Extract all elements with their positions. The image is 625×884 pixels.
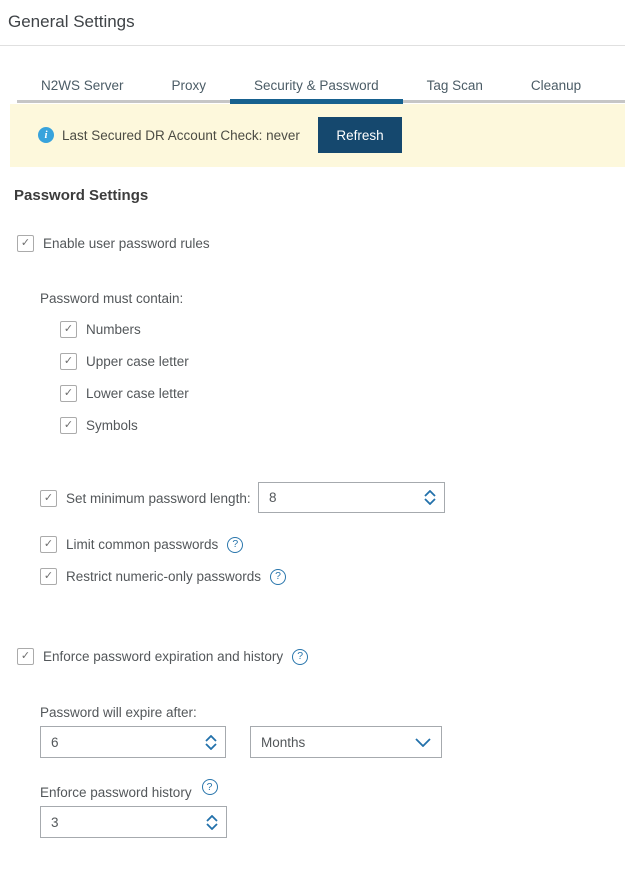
lower-case-checkbox[interactable]: ✓ [60,385,77,402]
tab-security-password[interactable]: Security & Password [230,70,403,100]
limit-common-label: Limit common passwords [66,537,219,552]
chevron-down-icon [415,738,431,747]
expiration-checkbox[interactable]: ✓ [17,648,34,665]
tab-cleanup[interactable]: Cleanup [530,77,582,93]
chevron-up-icon [424,490,436,497]
tab-proxy[interactable]: Proxy [171,77,207,93]
history-input[interactable] [41,807,206,837]
upper-case-checkbox[interactable]: ✓ [60,353,77,370]
min-length-input[interactable] [259,483,424,512]
symbols-label: Symbols [86,418,138,433]
symbols-checkbox[interactable]: ✓ [60,417,77,434]
must-contain-lower-row [60,385,189,402]
restrict-numeric-help-icon[interactable]: ? [270,569,286,585]
expire-after-label: Password will expire after: [40,705,197,720]
history-label: Enforce password history [40,785,192,800]
banner-message: Last Secured DR Account Check: never [62,128,300,143]
chevron-up-icon [206,815,218,822]
min-length-stepper[interactable] [424,490,444,505]
page-title: General Settings [8,12,135,31]
history-label-row [40,780,218,800]
min-length-checkbox[interactable]: ✓ [40,490,57,507]
numbers-label: Numbers [86,322,141,337]
expire-after-input[interactable] [41,727,205,757]
chevron-up-icon [205,735,217,742]
chevron-down-icon [205,743,217,750]
expiration-label: Enforce password expiration and history [43,649,284,664]
chevron-down-icon [206,823,218,830]
section-heading: Password Settings [14,187,149,204]
limit-common-row [40,536,243,553]
expiration-help-icon[interactable]: ? [292,649,308,665]
title-divider [0,45,625,46]
enable-rules-label: Enable user password rules [43,236,210,251]
history-spinbox [40,806,227,838]
restrict-numeric-checkbox[interactable]: ✓ [40,568,57,585]
lower-case-label: Lower case letter [86,386,189,401]
limit-common-checkbox[interactable]: ✓ [40,536,57,553]
expire-unit-value: Months [261,734,306,750]
info-icon: i [38,127,54,143]
upper-case-label: Upper case letter [86,354,189,369]
enable-rules-row [17,235,210,252]
numbers-checkbox[interactable]: ✓ [60,321,77,338]
history-help-icon[interactable]: ? [202,779,218,795]
history-stepper[interactable] [206,815,226,830]
min-length-spinbox [258,482,445,513]
min-length-label: Set minimum password length: [66,491,251,506]
expire-unit-select[interactable] [250,726,442,758]
expire-after-spinbox [40,726,226,758]
chevron-down-icon [424,498,436,505]
must-contain-upper-row [60,353,189,370]
restrict-numeric-label: Restrict numeric-only passwords [66,569,262,584]
refresh-button[interactable]: Refresh [318,117,402,153]
enable-rules-checkbox[interactable]: ✓ [17,235,34,252]
must-contain-label: Password must contain: [40,291,184,306]
tab-n2ws-server[interactable]: N2WS Server [41,77,124,93]
must-contain-symbols-row [60,417,138,434]
must-contain-numbers-row [60,321,141,338]
min-length-row [40,490,251,507]
tab-tag-scan[interactable]: Tag Scan [426,77,483,93]
dr-check-banner [10,104,625,167]
expiration-row [17,648,308,665]
tab-bar [17,70,625,103]
restrict-numeric-row [40,568,286,585]
limit-common-help-icon[interactable]: ? [227,537,243,553]
expire-after-stepper[interactable] [205,735,225,750]
